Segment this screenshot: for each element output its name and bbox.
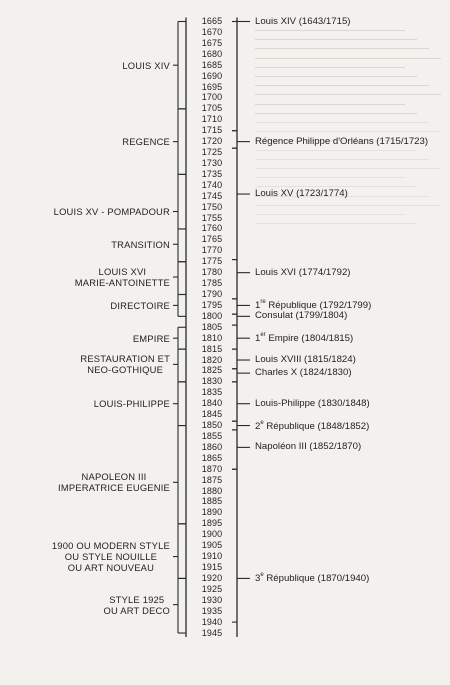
style-label bbox=[54, 206, 170, 217]
ghost-line bbox=[255, 67, 405, 68]
style-label bbox=[122, 136, 170, 147]
year-label: 1935 bbox=[201, 605, 223, 616]
reign-label-text: Louis-Philippe (1830/1848) bbox=[255, 397, 370, 409]
style-label-line: DIRECTOIRE bbox=[110, 299, 170, 311]
year-label: 1885 bbox=[201, 496, 223, 507]
style-label-line: LOUIS XVI bbox=[98, 266, 147, 278]
year-label: 1725 bbox=[201, 147, 223, 158]
reign-label-ordinal: e bbox=[260, 419, 264, 426]
ghost-line bbox=[255, 131, 441, 132]
ghost-line bbox=[255, 205, 441, 206]
style-label-line: STYLE 1925 bbox=[109, 593, 165, 605]
style-label-line: LOUIS XIV bbox=[122, 59, 170, 71]
year-label: 1850 bbox=[201, 420, 223, 431]
year-label: 1780 bbox=[201, 267, 223, 278]
year-label: 1710 bbox=[201, 114, 223, 125]
year-label: 1825 bbox=[201, 365, 223, 376]
reign-label-text: Régence Philippe d'Orléans (1715/1723) bbox=[255, 135, 429, 147]
year-label: 1910 bbox=[201, 551, 223, 562]
style-label-line: REGENCE bbox=[122, 136, 170, 148]
year-label: 1905 bbox=[201, 540, 223, 551]
reign-label-ordinal: er bbox=[260, 332, 266, 339]
year-label: 1900 bbox=[201, 529, 223, 540]
year-label: 1890 bbox=[201, 507, 223, 518]
year-label: 1715 bbox=[201, 125, 223, 136]
year-label: 1840 bbox=[201, 398, 223, 409]
year-label: 1865 bbox=[201, 452, 223, 463]
style-label-line: 1900 OU MODERN STYLE bbox=[51, 540, 170, 552]
year-label: 1810 bbox=[201, 332, 223, 343]
reign-label bbox=[255, 311, 347, 321]
style-label-line: OU ART NOUVEAU bbox=[67, 562, 155, 574]
year-label: 1705 bbox=[201, 103, 223, 114]
ghost-line bbox=[255, 85, 429, 86]
ghost-line bbox=[255, 58, 441, 59]
year-label: 1875 bbox=[201, 474, 223, 485]
ghost-line bbox=[255, 150, 417, 151]
ghost-line bbox=[255, 30, 405, 31]
style-label-line: RESTAURATION ET bbox=[80, 353, 170, 365]
reign-label-text: Napoléon III (1852/1870) bbox=[255, 441, 362, 453]
style-label bbox=[104, 594, 170, 616]
style-label bbox=[94, 398, 170, 409]
reign-label bbox=[255, 355, 356, 365]
year-label: 1790 bbox=[201, 289, 223, 299]
year-label: 1720 bbox=[201, 136, 223, 147]
style-label bbox=[75, 266, 170, 288]
style-label-line: OU ART DECO bbox=[103, 604, 170, 616]
reign-label bbox=[255, 421, 369, 432]
reign-label bbox=[255, 137, 428, 147]
reign-label bbox=[255, 573, 369, 584]
year-label: 1770 bbox=[201, 245, 223, 256]
year-label: 1745 bbox=[201, 190, 223, 201]
year-label: 1775 bbox=[201, 256, 223, 267]
year-label: 1920 bbox=[201, 572, 223, 583]
year-label: 1895 bbox=[201, 518, 223, 529]
reign-label-text: Louis XV (1723/1774) bbox=[255, 188, 348, 200]
reign-label bbox=[255, 17, 350, 27]
ghost-line bbox=[255, 94, 441, 95]
reign-label bbox=[255, 368, 352, 378]
year-label: 1680 bbox=[201, 48, 223, 59]
year-label: 1880 bbox=[201, 485, 223, 496]
style-label bbox=[58, 471, 170, 493]
year-label: 1795 bbox=[201, 299, 223, 310]
reign-label bbox=[255, 333, 353, 344]
year-label: 1835 bbox=[201, 387, 223, 398]
style-label-line: IMPERATRICE EUGENIE bbox=[58, 482, 170, 494]
reign-label bbox=[255, 189, 348, 199]
year-label: 1945 bbox=[201, 627, 223, 638]
reign-label-text: Louis XIV (1643/1715) bbox=[255, 15, 351, 27]
style-label-line: TRANSITION bbox=[111, 238, 170, 250]
style-label bbox=[122, 60, 170, 71]
reign-label-text: 1 bbox=[255, 333, 261, 345]
reign-label-text: 3 bbox=[255, 573, 261, 585]
reign-label-text: Consulat (1799/1804) bbox=[255, 310, 348, 322]
style-label-line: MARIE-ANTOINETTE bbox=[74, 277, 170, 289]
year-label: 1925 bbox=[201, 583, 223, 594]
reign-label-text: 2 bbox=[255, 420, 261, 432]
year-label: 1695 bbox=[201, 81, 223, 92]
reign-label-text: République (1848/1852) bbox=[263, 420, 370, 432]
style-label bbox=[133, 333, 170, 344]
year-label: 1750 bbox=[201, 201, 223, 212]
reign-label bbox=[255, 268, 350, 278]
year-label: 1830 bbox=[201, 376, 223, 387]
year-label: 1665 bbox=[201, 16, 223, 26]
year-label: 1855 bbox=[201, 430, 223, 441]
ghost-line bbox=[255, 113, 417, 114]
ghost-line bbox=[255, 39, 417, 40]
reign-label bbox=[255, 399, 370, 409]
style-label-line: LOUIS XV - POMPADOUR bbox=[53, 206, 170, 217]
year-label: 1700 bbox=[201, 92, 223, 103]
ghost-line bbox=[255, 122, 429, 123]
ghost-line bbox=[255, 214, 405, 215]
reign-label-ordinal: re bbox=[260, 299, 266, 306]
ghost-line bbox=[255, 48, 429, 49]
style-label-line: LOUIS-PHILIPPE bbox=[93, 398, 170, 410]
style-label bbox=[110, 300, 170, 311]
style-label-line: NEO-GOTHIQUE bbox=[87, 364, 164, 376]
reign-label-text: Empire (1804/1815) bbox=[265, 333, 354, 345]
year-label: 1915 bbox=[201, 562, 223, 572]
year-label: 1760 bbox=[201, 223, 223, 234]
year-label: 1930 bbox=[201, 594, 223, 605]
year-label: 1845 bbox=[201, 409, 223, 420]
ghost-line bbox=[255, 177, 405, 178]
year-label: 1940 bbox=[201, 616, 223, 627]
style-label bbox=[80, 353, 170, 375]
reign-label-text: 1 bbox=[255, 300, 261, 312]
ghost-line bbox=[255, 168, 441, 169]
year-label: 1685 bbox=[201, 59, 223, 70]
year-label: 1730 bbox=[201, 157, 223, 168]
ghost-line bbox=[255, 223, 417, 224]
style-label bbox=[52, 540, 170, 573]
year-label: 1670 bbox=[201, 26, 223, 37]
style-label bbox=[111, 239, 170, 250]
year-label: 1765 bbox=[201, 234, 223, 245]
year-label: 1860 bbox=[201, 441, 223, 452]
year-label: 1800 bbox=[201, 310, 223, 321]
reign-label-text: Charles X (1824/1830) bbox=[255, 367, 352, 379]
reign-label-text: République (1792/1799) bbox=[265, 300, 372, 312]
year-label: 1805 bbox=[201, 321, 223, 332]
year-label: 1755 bbox=[201, 212, 223, 223]
year-label: 1870 bbox=[201, 463, 223, 474]
year-label: 1735 bbox=[201, 168, 223, 179]
ghost-line bbox=[255, 104, 405, 105]
reign-label-text: Louis XVI (1774/1792) bbox=[255, 266, 351, 278]
year-label: 1690 bbox=[201, 70, 223, 81]
year-label: 1675 bbox=[201, 37, 223, 48]
style-label-line: NAPOLEON III bbox=[81, 471, 147, 483]
reign-label-ordinal: e bbox=[260, 572, 264, 579]
style-label-line: EMPIRE bbox=[132, 332, 170, 344]
year-label: 1820 bbox=[201, 354, 223, 365]
reign-label bbox=[255, 442, 361, 452]
reign-label-text: Louis XVIII (1815/1824) bbox=[255, 354, 356, 366]
ghost-line bbox=[255, 159, 429, 160]
reign-label-text: République (1870/1940) bbox=[263, 573, 370, 585]
year-label: 1740 bbox=[201, 179, 223, 190]
year-label: 1785 bbox=[201, 278, 223, 289]
ghost-line bbox=[255, 76, 417, 77]
style-label-line: OU STYLE NOUILLE bbox=[64, 551, 158, 563]
year-label: 1815 bbox=[201, 343, 223, 354]
